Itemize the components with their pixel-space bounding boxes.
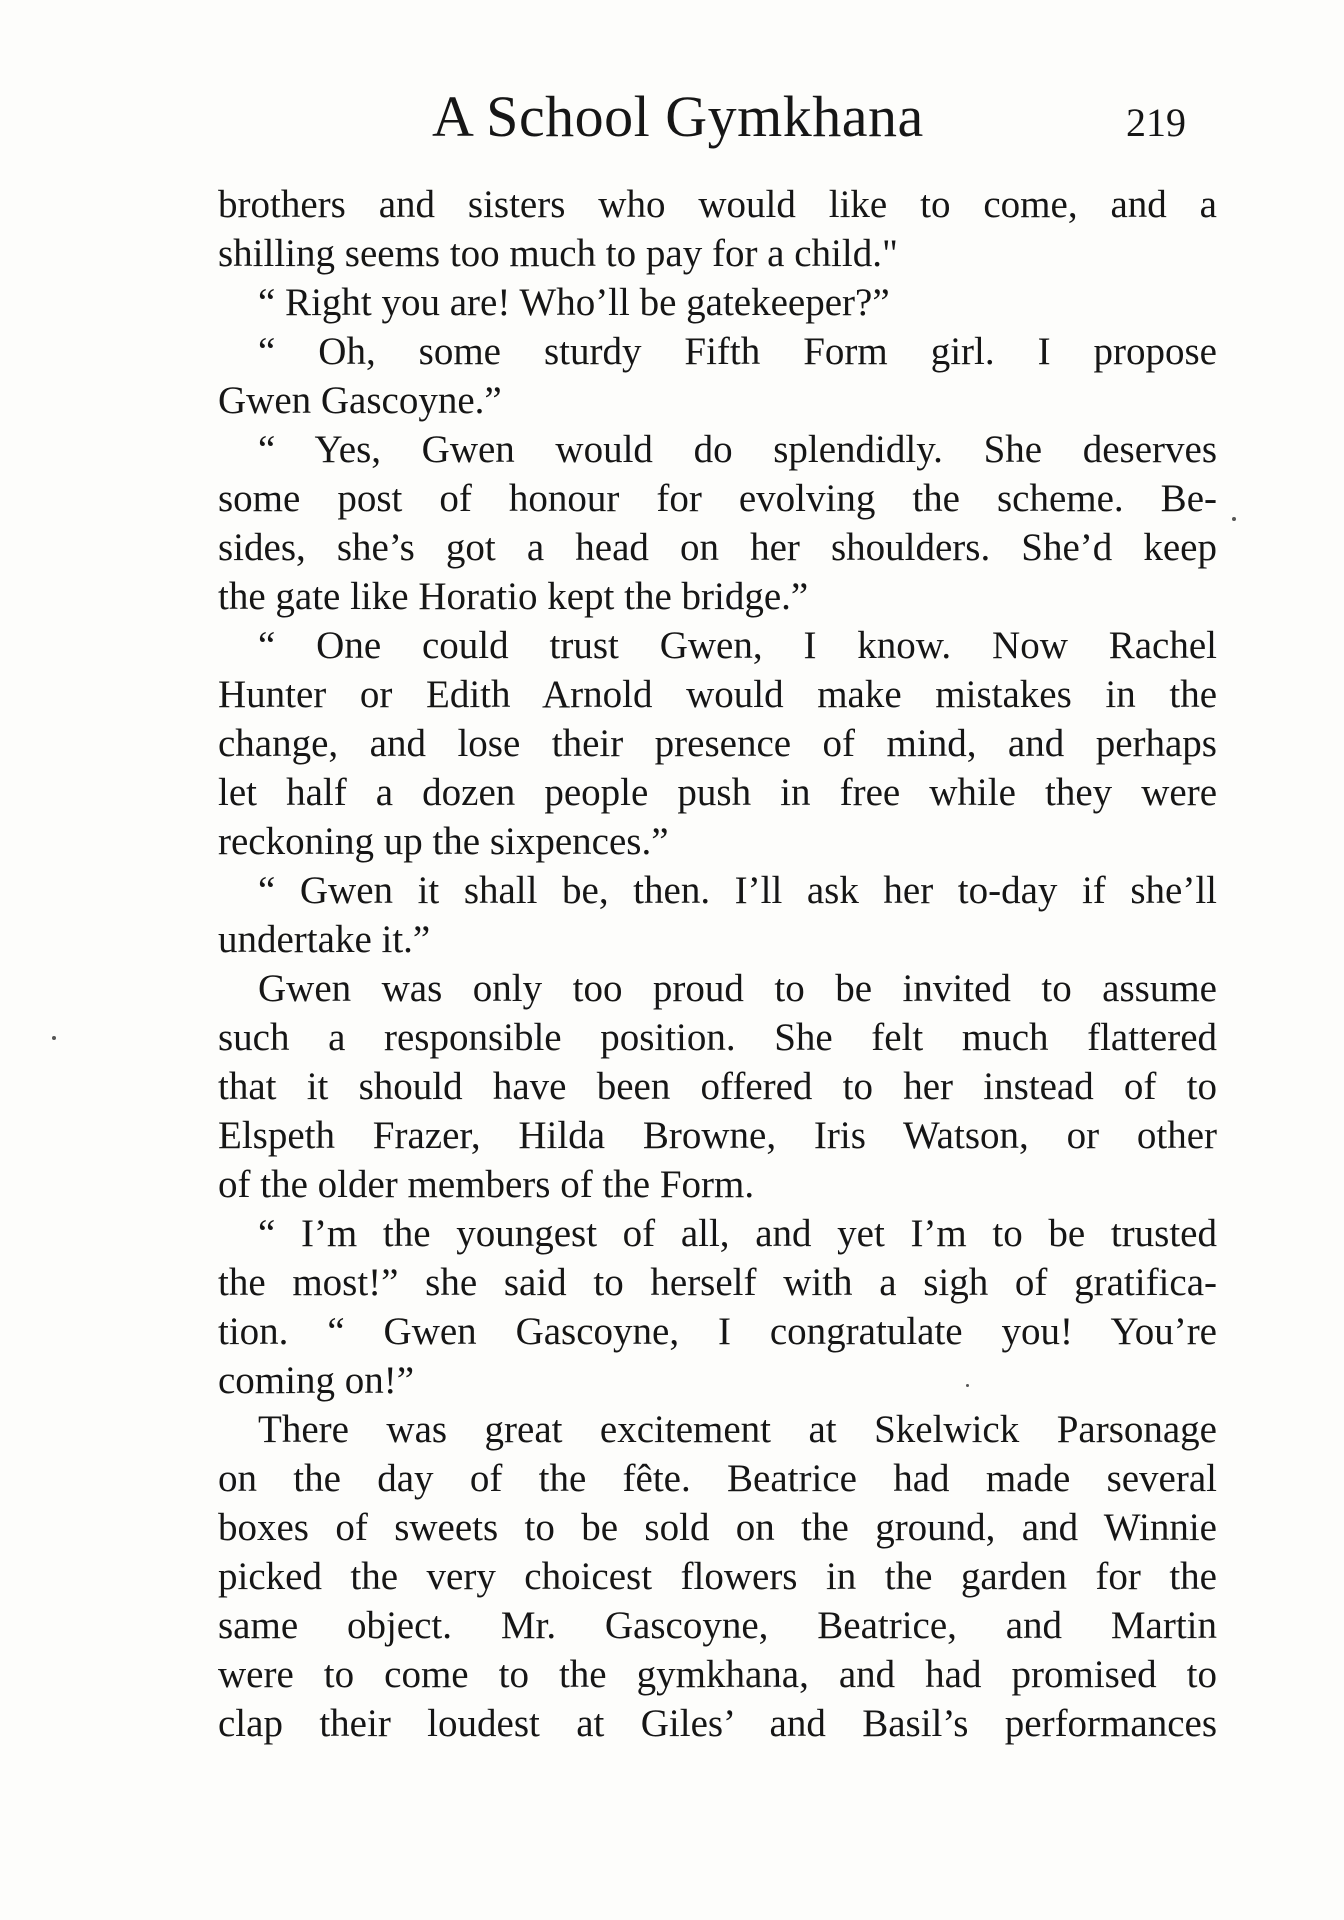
text-line: “ I’m the youngest of all, and yet I’m to be trusted [258, 1212, 1217, 1255]
text-line: clap their loudest at Giles’ and Basil’s performances [218, 1702, 1217, 1745]
text-line: Gwen was only too proud to be invited to assume [258, 967, 1217, 1010]
text-line: “ Oh, some sturdy Fifth Form girl. I propose [258, 330, 1217, 373]
text-line: some post of honour for evolving the scheme. Be- [218, 477, 1217, 520]
text-line: that it should have been offered to her instead of to [218, 1065, 1217, 1108]
text-line: on the day of the fête. Beatrice had made several [218, 1457, 1217, 1500]
text-line: the gate like Horatio kept the bridge.” [218, 575, 809, 618]
text-line: boxes of sweets to be sold on the ground, and Winnie [218, 1506, 1217, 1549]
text-line: Gwen Gascoyne.” [218, 379, 502, 422]
text-line: let half a dozen people push in free while they were [218, 771, 1217, 814]
text-line: shilling seems too much to pay for a child." [218, 232, 898, 275]
text-line: change, and lose their presence of mind, and perhaps [218, 722, 1217, 765]
text-line: coming on!” [218, 1359, 415, 1402]
scan-speck [1232, 517, 1236, 521]
page-number: 219 [1126, 100, 1186, 145]
text-line: “ Gwen it shall be, then. I’ll ask her to-day if she’ll [258, 869, 1217, 912]
text-line: brothers and sisters who would like to come, and a [218, 183, 1217, 226]
text-line: reckoning up the sixpences.” [218, 820, 669, 863]
text-line: were to come to the gymkhana, and had promised to [218, 1653, 1217, 1696]
text-line: of the older members of the Form. [218, 1163, 755, 1206]
text-line: tion. “ Gwen Gascoyne, I congratulate you! You’re [218, 1310, 1217, 1353]
scan-speck [966, 1384, 969, 1387]
text-line: such a responsible position. She felt much flattered [218, 1016, 1217, 1059]
text-line: sides, she’s got a head on her shoulders. She’d keep [218, 526, 1217, 569]
text-line: the most!” she said to herself with a sigh of gratifica- [218, 1261, 1217, 1304]
text-line: “ Yes, Gwen would do splendidly. She deserves [258, 428, 1217, 471]
text-line: Hunter or Edith Arnold would make mistakes in the [218, 673, 1217, 716]
text-line: “ One could trust Gwen, I know. Now Rachel [258, 624, 1217, 667]
text-line: There was great excitement at Skelwick Parsonage [258, 1408, 1217, 1451]
body-text [218, 180, 1217, 1748]
text-line: picked the very choicest flowers in the garden for the [218, 1555, 1217, 1598]
running-head [0, 82, 1344, 152]
text-line: “ Right you are! Who’ll be gatekeeper?” [258, 281, 890, 324]
text-line: undertake it.” [218, 918, 431, 961]
text-line: same object. Mr. Gascoyne, Beatrice, and Martin [218, 1604, 1217, 1647]
scan-speck [52, 1036, 56, 1040]
running-title: A School Gymkhana [432, 84, 924, 149]
text-line: Elspeth Frazer, Hilda Browne, Iris Watson, or other [218, 1114, 1217, 1157]
